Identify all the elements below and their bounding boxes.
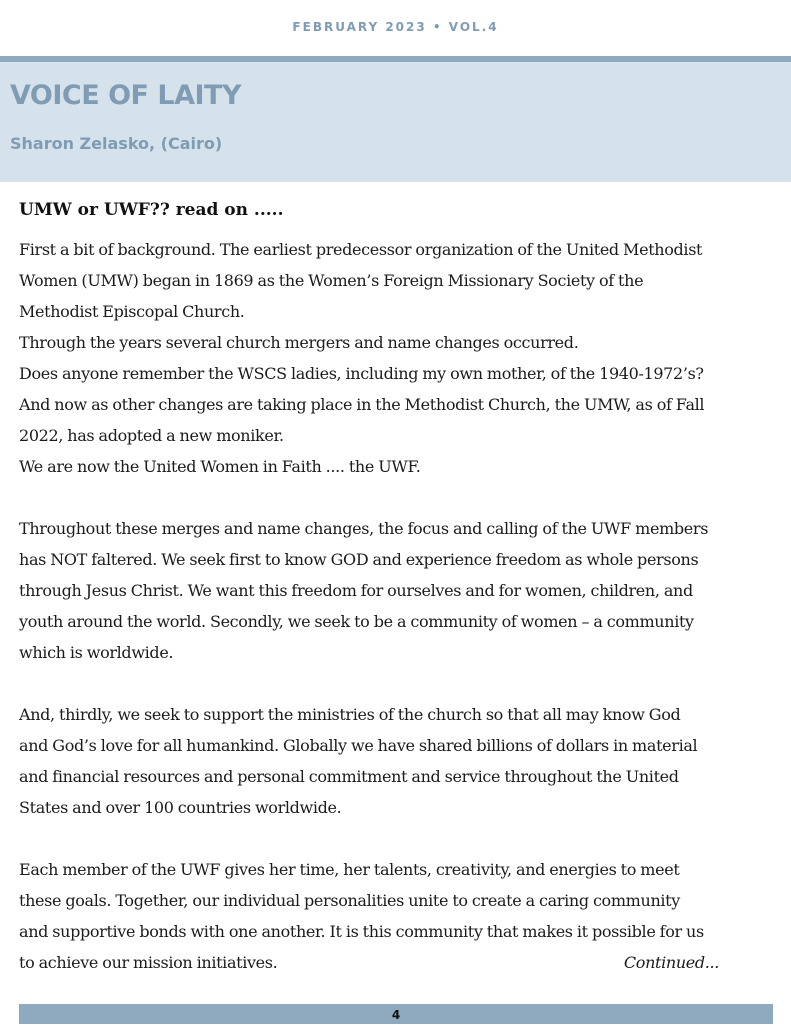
article-line: Methodist Episcopal Church. bbox=[19, 302, 245, 321]
article-line: has NOT faltered. We seek first to know GOD and experience freedom as whole persons bbox=[19, 550, 699, 569]
page-number: 4 bbox=[391, 1008, 401, 1022]
continued-note: Continued... bbox=[623, 953, 719, 972]
article-line: and God’s love for all humankind. Globally we have shared billions of dollars in material bbox=[19, 736, 698, 755]
article-line: Throughout these merges and name changes, the focus and calling of the UWF members bbox=[19, 519, 709, 538]
article-line: And, thirdly, we seek to support the ministries of the church so that all may know God bbox=[19, 705, 681, 724]
article-line: First a bit of background. The earliest predecessor organization of the United Methodist bbox=[19, 240, 703, 259]
paragraph-gap bbox=[19, 668, 777, 699]
article-line: And now as other changes are taking place in the Methodist Church, the UMW, as of Fall bbox=[19, 395, 705, 414]
article-line: Each member of the UWF gives her time, her talents, creativity, and energies to meet bbox=[19, 860, 680, 879]
article-text bbox=[19, 234, 777, 947]
article-line: which is worldwide. bbox=[19, 643, 174, 662]
article-last-line bbox=[19, 947, 777, 978]
paragraph-gap bbox=[19, 823, 777, 854]
article-line: these goals. Together, our individual personalities unite to create a caring community bbox=[19, 891, 680, 910]
article-line: 2022, has adopted a new moniker. bbox=[19, 426, 284, 445]
article-body bbox=[19, 197, 777, 978]
article-line: Does anyone remember the WSCS ladies, including my own mother, of the 1940-1972’s? bbox=[19, 364, 704, 383]
article-line: and supportive bonds with one another. It is this community that makes it possible for us bbox=[19, 922, 704, 941]
article-line: and financial resources and personal commitment and service throughout the United bbox=[19, 767, 679, 786]
article-line: through Jesus Christ. We want this freedom for ourselves and for women, children, and bbox=[19, 581, 693, 600]
article-line: Women (UMW) began in 1869 as the Women’s Foreign Missionary Society of the bbox=[19, 271, 644, 290]
paragraph-gap bbox=[19, 482, 777, 513]
article-line: Through the years several church mergers and name changes occurred. bbox=[19, 333, 579, 352]
article-line: States and over 100 countries worldwide. bbox=[19, 798, 342, 817]
article-last-line-text: to achieve our mission initiatives. bbox=[19, 953, 278, 972]
footer-bar bbox=[19, 1004, 773, 1024]
issue-date-volume: FEBRUARY 2023 • VOL.4 bbox=[292, 20, 499, 34]
article-line: We are now the United Women in Faith .... the UWF. bbox=[19, 457, 421, 476]
author-byline: Sharon Zelasko, (Cairo) bbox=[10, 134, 223, 153]
section-title: VOICE OF LAITY bbox=[10, 80, 241, 111]
article-heading: UMW or UWF?? read on ..... bbox=[19, 200, 284, 220]
article-line: youth around the world. Secondly, we seek to be a community of women – a community bbox=[19, 612, 694, 631]
